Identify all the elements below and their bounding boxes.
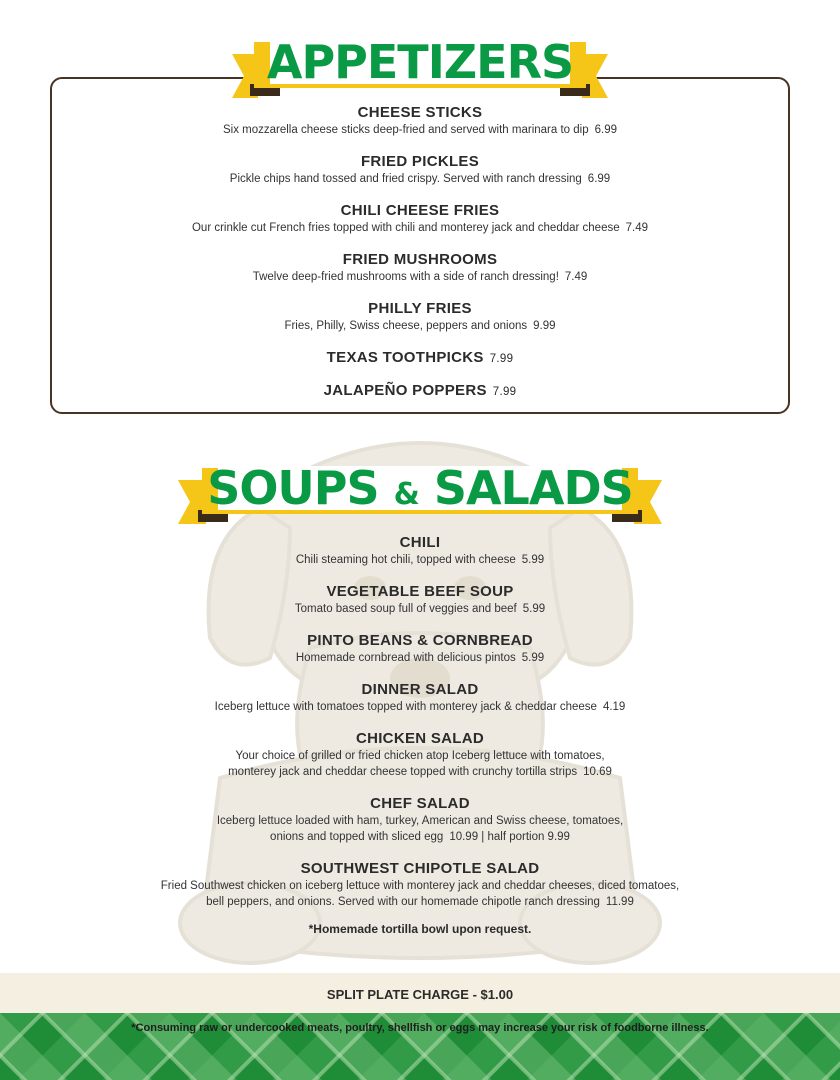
split-charge-text: SPLIT PLATE CHARGE - $1.00 [326,987,514,1002]
item-description: monterey jack and cheddar cheese topped with crunchy tortilla strips 10.69 [228,766,612,778]
item-name: CHEESE STICKS [357,104,483,121]
item-description: Chili steaming hot chili, topped with cheese 5.99 [295,554,545,566]
menu-item [50,681,790,730]
item-description: bell peppers, and onions. Served with our homemade chipotle ranch dressing 11.99 [206,896,634,908]
item-name: PHILLY FRIES [368,300,472,317]
menu-item [50,583,790,632]
appetizers-banner [230,32,610,98]
menu-item [50,349,790,382]
appetizers-title: APPETIZERS [266,35,574,89]
soups-salads-banner [176,458,664,524]
item-description: Pickle chips hand tossed and fried crispy. Served with ranch dressing 6.99 [229,173,611,185]
soups-salads-title: SOUPS & SALADS [207,461,633,515]
item-name: SOUTHWEST CHIPOTLE SALAD [300,860,540,877]
item-description: Iceberg lettuce loaded with ham, turkey, American and Swiss cheese, tomatoes, [216,815,624,827]
item-name: CHEF SALAD [370,795,470,812]
item-description: Iceberg lettuce with tomatoes topped with monterey jack & cheddar cheese 4.19 [214,701,626,713]
item-price: 9.99 [533,320,556,332]
menu-item [50,202,790,251]
item-price: 6.99 [587,173,611,185]
split-charge-band [0,973,840,1013]
item-description: Six mozzarella cheese sticks deep-fried and served with marinara to dip 6.99 [222,124,617,136]
menu-item [50,104,790,153]
item-price: 10.99 | half portion 9.99 [449,831,570,843]
item-description: Fries, Philly, Swiss cheese, peppers and onions 9.99 [284,320,556,332]
item-description: onions and topped with sliced egg 10.99 | half portion 9.99 [270,831,570,843]
item-price: 5.99 [522,603,546,615]
item-name: CHILI CHEESE FRIES [340,202,500,219]
item-description: Our crinkle cut French fries topped with chili and monterey jack and cheddar cheese 7.49 [191,222,649,234]
item-description: Your choice of grilled or fried chicken atop Iceberg lettuce with tomatoes, [235,750,605,762]
item-name: DINNER SALAD [361,681,479,698]
foodborne-illness-disclaimer: *Consuming raw or undercooked meats, poultry, shellfish or eggs may increase your risk of foodborne illness. [131,1022,709,1034]
item-name: FRIED PICKLES [360,153,480,170]
item-name: JALAPEÑO POPPERS 7.99 [323,382,517,399]
menu-item [50,382,790,415]
menu-item [50,632,790,681]
menu-item [50,795,790,860]
item-price: 6.99 [594,124,617,136]
tortilla-bowl-note: *Homemade tortilla bowl upon request. [308,922,532,936]
menu-item [50,251,790,300]
menu-item [50,860,790,925]
menu-item [50,153,790,202]
item-price: 7.99 [492,386,517,398]
item-price: 5.99 [521,554,545,566]
item-name: PINTO BEANS & CORNBREAD [307,632,533,649]
item-description: Tomato based soup full of veggies and beef 5.99 [294,603,546,615]
soups-salads-list [50,534,790,925]
item-name: TEXAS TOOTHPICKS 7.99 [326,349,514,366]
item-price: 10.69 [583,766,612,778]
item-name: FRIED MUSHROOMS [342,251,498,268]
item-price: 11.99 [605,896,634,908]
appetizers-list [50,104,790,415]
item-price: 7.49 [625,222,649,234]
item-price: 7.49 [564,271,588,283]
footer-plaid [0,1013,840,1080]
item-name: VEGETABLE BEEF SOUP [326,583,514,600]
item-description: Twelve deep-fried mushrooms with a side of ranch dressing! 7.49 [252,271,588,283]
menu-item [50,730,790,795]
item-name: CHILI [399,534,441,551]
menu-item [50,534,790,583]
item-price: 7.99 [489,353,514,365]
item-price: 4.19 [602,701,626,713]
item-description: Homemade cornbread with delicious pintos 5.99 [295,652,545,664]
item-name: CHICKEN SALAD [355,730,485,747]
item-price: 5.99 [521,652,545,664]
menu-item [50,300,790,349]
item-description: Fried Southwest chicken on iceberg lettuce with monterey jack and cheddar cheeses, diced tomatoes, [160,880,680,892]
